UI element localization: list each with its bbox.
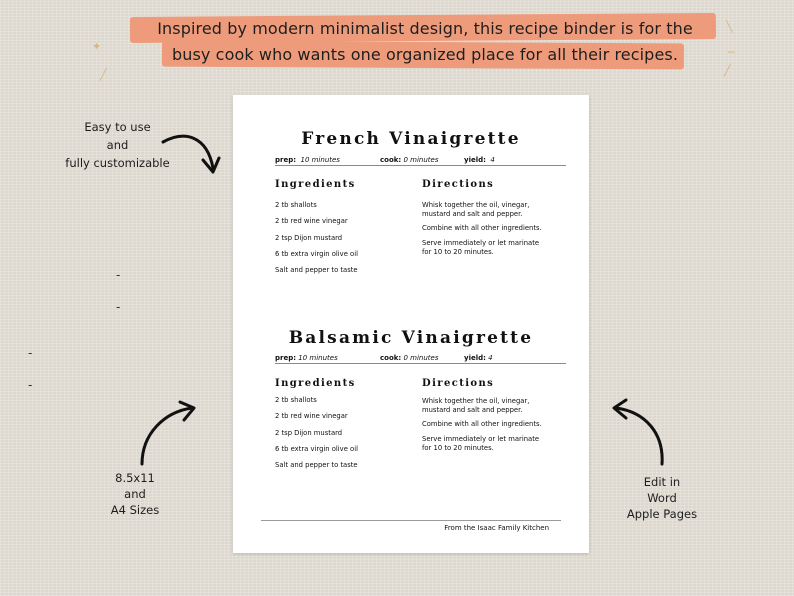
callout-text: 8.5x11 bbox=[115, 471, 155, 485]
yield: yield: 4 bbox=[464, 156, 495, 164]
yield: yield: 4 bbox=[464, 354, 493, 362]
callout-text: and bbox=[106, 138, 129, 152]
callout-text: Edit in bbox=[643, 475, 681, 489]
ingredient-item: Salt and pepper to taste bbox=[275, 266, 358, 274]
ingredient-item: 2 tb shallots bbox=[275, 201, 317, 209]
sparkle-icon: ╲ bbox=[726, 20, 733, 33]
sparkle-icon: ✦ bbox=[92, 40, 102, 53]
ingredient-item: Salt and pepper to taste bbox=[275, 461, 358, 469]
callout-editing bbox=[612, 474, 712, 522]
directions-heading: Directions bbox=[422, 378, 495, 389]
callout-text: A4 Sizes bbox=[110, 503, 160, 517]
ingredients-heading: Ingredients bbox=[275, 378, 356, 389]
cook-time: cook: 0 minutes bbox=[380, 354, 439, 362]
cook-time: cook: 0 minutes bbox=[380, 156, 439, 164]
dash-mark: - bbox=[28, 346, 33, 360]
page-footer: From the Isaac Family Kitchen bbox=[444, 524, 549, 532]
ingredients-heading: Ingredients bbox=[275, 179, 356, 190]
dash-mark: - bbox=[116, 268, 121, 282]
direction-step: Whisk together the oil, vinegar, mustard and salt and pepper. bbox=[422, 201, 530, 218]
arrow-icon bbox=[136, 398, 206, 468]
callout-text: Word bbox=[647, 491, 677, 505]
prep-time: prep: 10 minutes bbox=[275, 354, 338, 362]
directions-heading: Directions bbox=[422, 179, 495, 190]
ingredient-item: 2 tb red wine vinegar bbox=[275, 217, 348, 225]
direction-step: Combine with all other ingredients. bbox=[422, 224, 542, 232]
callout-text: Apple Pages bbox=[626, 507, 698, 521]
ingredient-item: 6 tb extra virgin olive oil bbox=[275, 250, 358, 258]
sparkle-icon: ╱ bbox=[724, 64, 731, 77]
arrow-icon bbox=[606, 398, 676, 468]
headline-banner bbox=[130, 12, 720, 68]
dash-mark: - bbox=[116, 300, 121, 314]
recipe-title: French Vinaigrette bbox=[301, 129, 521, 149]
divider bbox=[275, 165, 566, 166]
prep-time: prep: 10 minutes bbox=[275, 156, 340, 164]
direction-step: Combine with all other ingredients. bbox=[422, 420, 542, 428]
direction-step: Whisk together the oil, vinegar, mustard and salt and pepper. bbox=[422, 397, 530, 414]
direction-step: Serve immediately or let marinate for 10 to 20 minutes. bbox=[422, 435, 540, 452]
banner-line-2: busy cook who wants one organized place for all their recipes. bbox=[171, 45, 679, 64]
ingredient-item: 2 tsp Dijon mustard bbox=[275, 234, 343, 242]
banner-line-1: Inspired by modern minimalist design, this recipe binder is for the bbox=[157, 19, 693, 38]
sparkle-icon: ─ bbox=[728, 46, 735, 59]
callout-text: and bbox=[124, 487, 146, 501]
direction-step: Serve immediately or let marinate for 10 to 20 minutes. bbox=[422, 239, 540, 256]
ingredient-item: 2 tsp Dijon mustard bbox=[275, 429, 343, 437]
ingredient-item: 6 tb extra virgin olive oil bbox=[275, 445, 358, 453]
ingredient-item: 2 tb shallots bbox=[275, 396, 317, 404]
arrow-icon bbox=[155, 128, 225, 178]
recipe-title: Balsamic Vinaigrette bbox=[288, 328, 534, 348]
footer-divider bbox=[261, 520, 561, 521]
ingredient-item: 2 tb red wine vinegar bbox=[275, 412, 348, 420]
callout-text: Easy to use bbox=[84, 120, 151, 134]
dash-mark: - bbox=[28, 378, 33, 392]
callout-text: fully customizable bbox=[65, 156, 170, 170]
recipe-page bbox=[233, 95, 589, 553]
sparkle-icon: ╱ bbox=[100, 68, 107, 81]
divider bbox=[275, 363, 566, 364]
callout-sizes bbox=[100, 470, 170, 518]
